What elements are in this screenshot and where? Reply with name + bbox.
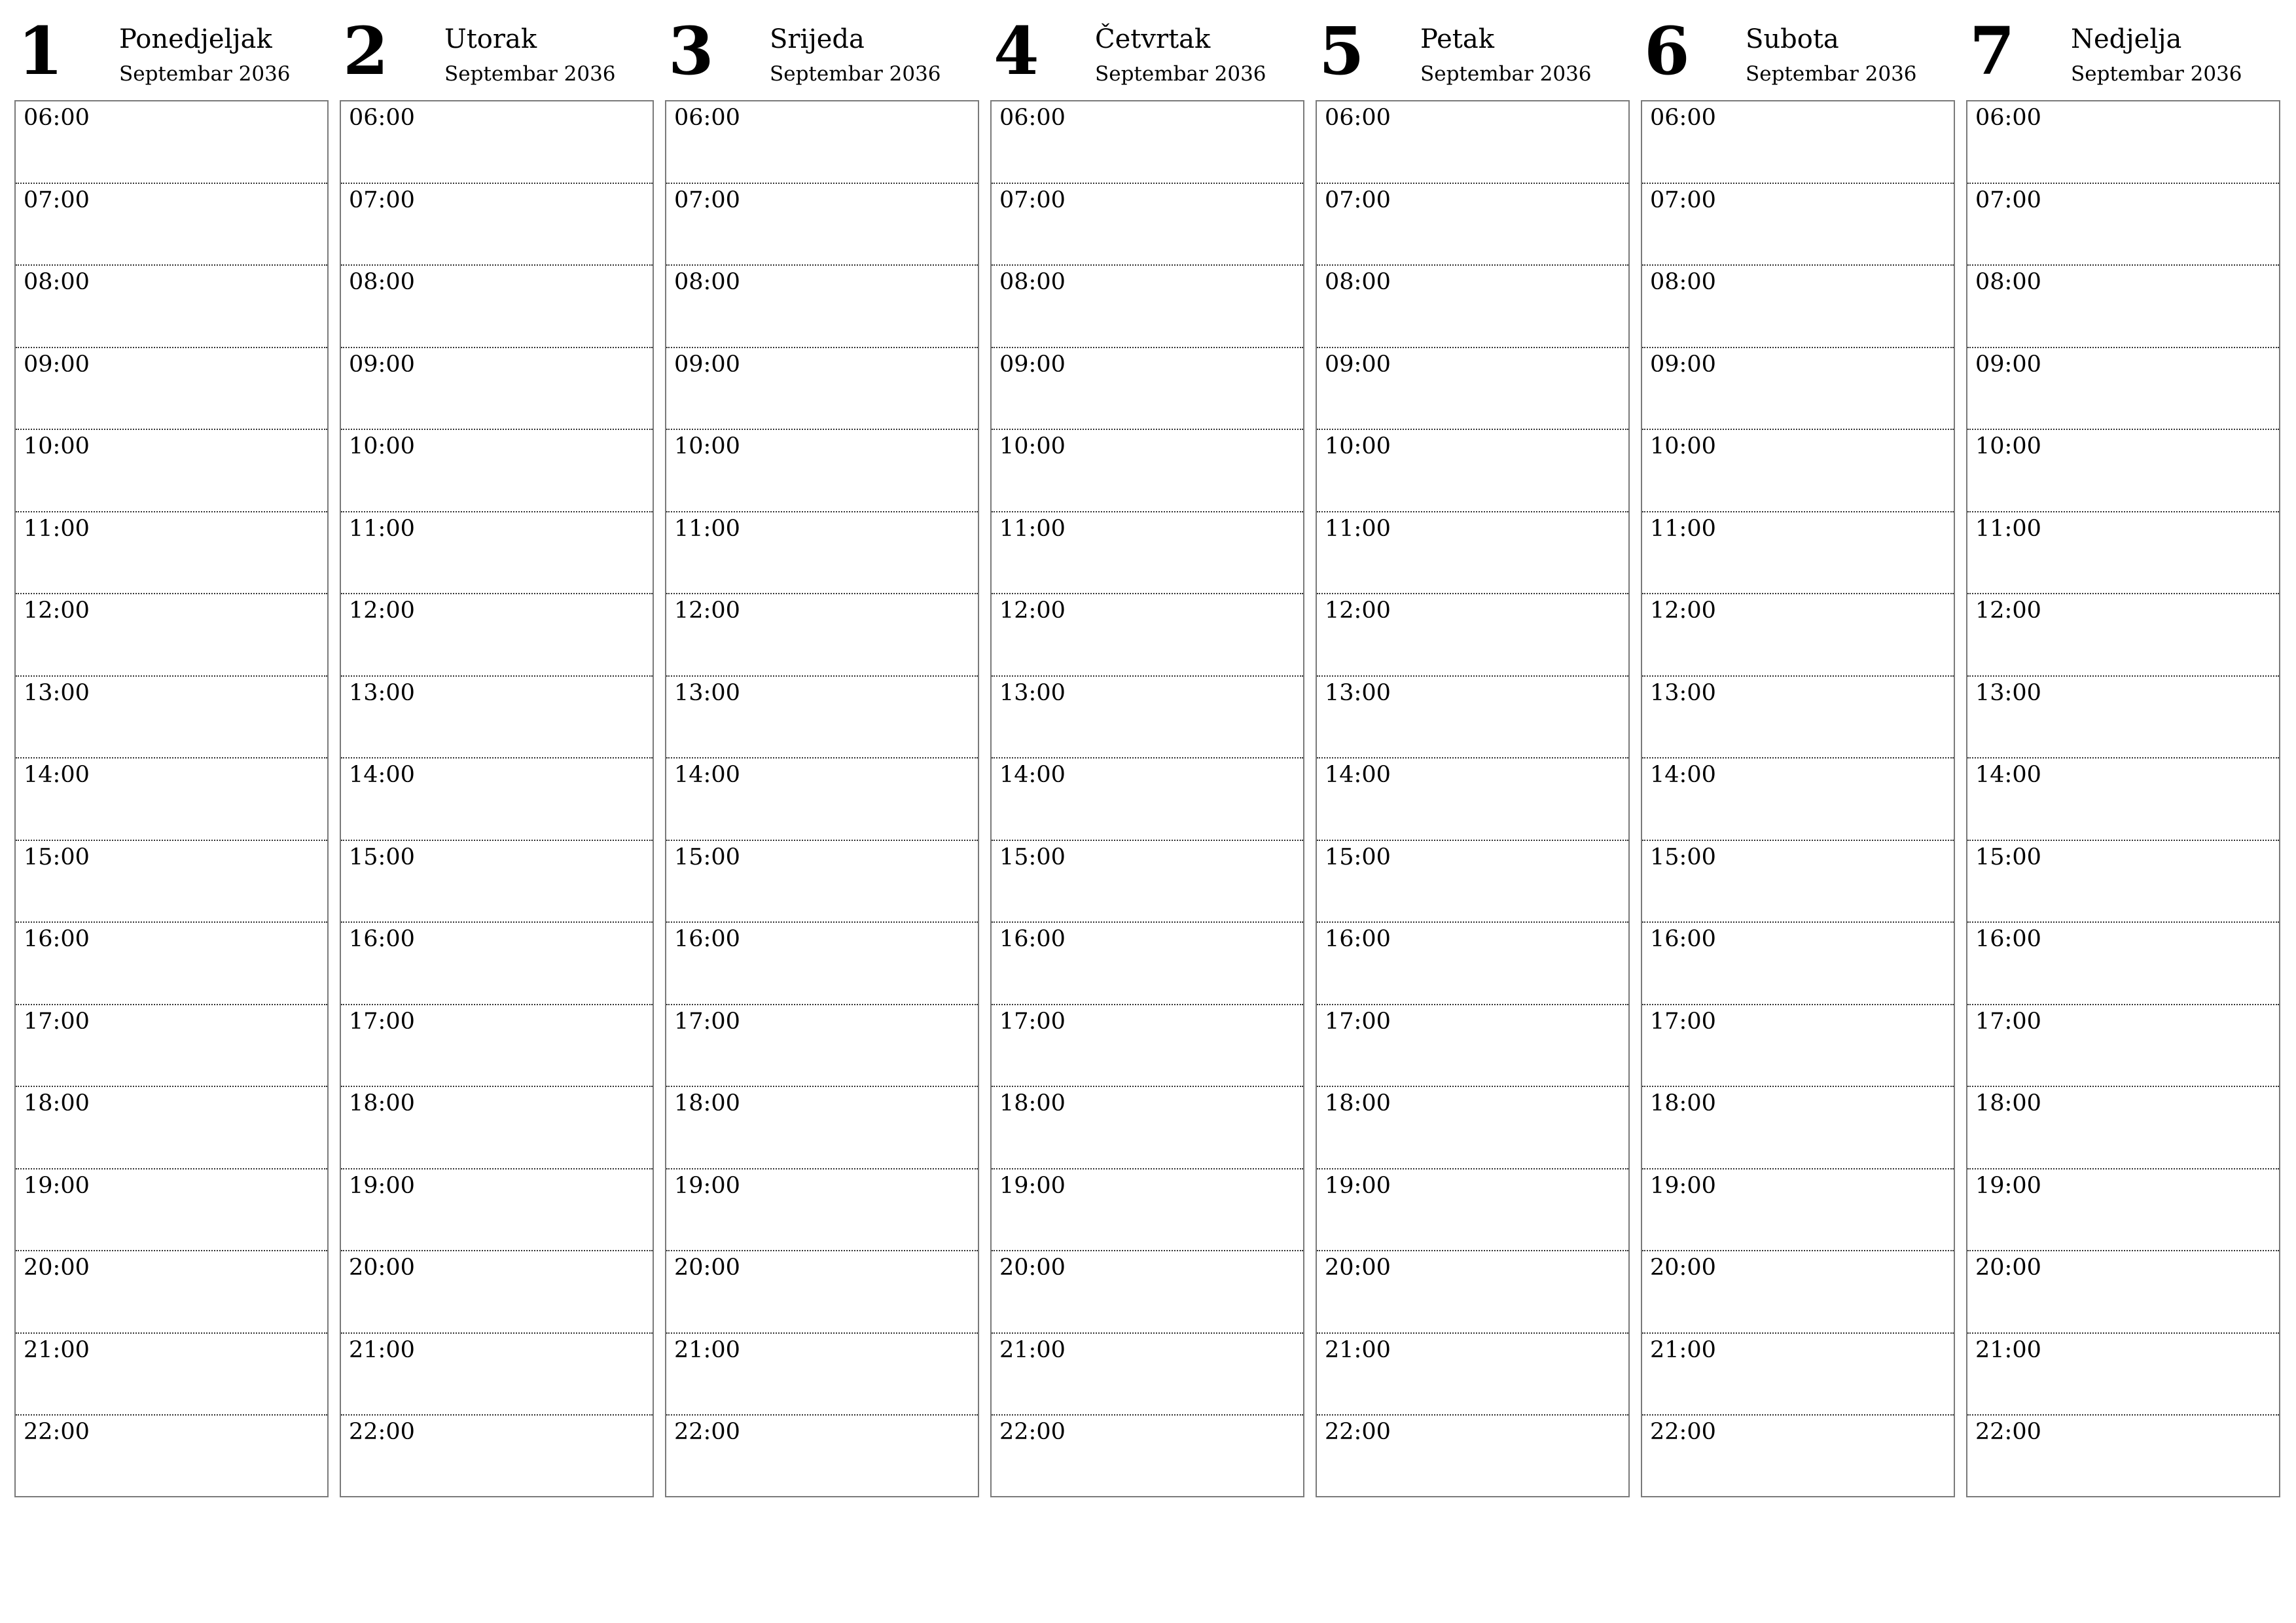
day-name: Srijeda (770, 24, 865, 54)
time-slot[interactable] (666, 1087, 978, 1169)
time-slot[interactable] (1317, 266, 1628, 348)
time-slot[interactable] (16, 1005, 327, 1088)
time-slot[interactable] (1967, 1087, 2279, 1169)
time-label: 08:00 (349, 269, 415, 295)
time-slot[interactable] (16, 1416, 327, 1498)
time-label: 13:00 (349, 679, 415, 706)
time-slot[interactable] (992, 1416, 1303, 1498)
time-label: 17:00 (999, 1008, 1066, 1035)
time-label: 09:00 (349, 351, 415, 378)
time-label: 08:00 (1975, 269, 2041, 295)
day-column (665, 0, 979, 1505)
time-slot[interactable] (1967, 594, 2279, 677)
time-label: 15:00 (674, 844, 740, 870)
time-label: 18:00 (24, 1090, 90, 1116)
time-slot[interactable] (992, 677, 1303, 759)
time-label: 06:00 (674, 105, 740, 131)
time-slot[interactable] (666, 1169, 978, 1252)
time-slot[interactable] (1317, 101, 1628, 184)
time-slot[interactable] (341, 677, 653, 759)
time-label: 14:00 (999, 762, 1066, 788)
time-label: 12:00 (349, 597, 415, 624)
day-number: 2 (343, 12, 389, 90)
time-label: 20:00 (1650, 1255, 1716, 1281)
time-label: 08:00 (1650, 269, 1716, 295)
time-label: 19:00 (999, 1172, 1066, 1199)
time-label: 14:00 (1325, 762, 1391, 788)
time-label: 21:00 (1975, 1336, 2041, 1363)
day-header (1316, 0, 1630, 98)
time-slot[interactable] (1317, 1087, 1628, 1169)
time-slot[interactable] (16, 1169, 327, 1252)
day-number: 1 (18, 12, 63, 90)
time-slot[interactable] (1967, 1334, 2279, 1416)
time-slot[interactable] (666, 1251, 978, 1334)
time-slot[interactable] (666, 1334, 978, 1416)
time-slot[interactable] (1967, 1251, 2279, 1334)
time-slot[interactable] (341, 1169, 653, 1252)
time-slot[interactable] (341, 101, 653, 184)
time-label: 19:00 (349, 1172, 415, 1199)
time-slot[interactable] (1317, 512, 1628, 595)
time-label: 21:00 (1325, 1336, 1391, 1363)
time-slot[interactable] (341, 1005, 653, 1088)
time-label: 17:00 (24, 1008, 90, 1035)
time-label: 20:00 (24, 1255, 90, 1281)
time-label: 07:00 (24, 187, 90, 213)
time-label: 17:00 (1325, 1008, 1391, 1035)
day-column (1641, 0, 1955, 1505)
time-slot[interactable] (1642, 184, 1954, 266)
day-number: 5 (1319, 12, 1365, 90)
time-slot[interactable] (1642, 1005, 1954, 1088)
day-month-year: Septembar 2036 (1095, 62, 1266, 86)
time-slot[interactable] (1317, 348, 1628, 431)
time-slot[interactable] (992, 101, 1303, 184)
time-label: 07:00 (349, 187, 415, 213)
time-slot[interactable] (1642, 266, 1954, 348)
time-label: 19:00 (674, 1172, 740, 1199)
day-column (340, 0, 654, 1505)
time-label: 15:00 (24, 844, 90, 870)
time-slot[interactable] (666, 1416, 978, 1498)
time-slot[interactable] (666, 1005, 978, 1088)
time-slot[interactable] (992, 1005, 1303, 1088)
time-slot[interactable] (1317, 1416, 1628, 1498)
time-label: 13:00 (674, 679, 740, 706)
time-slot[interactable] (992, 1251, 1303, 1334)
time-slot[interactable] (341, 1416, 653, 1498)
time-label: 17:00 (1975, 1008, 2041, 1035)
time-label: 17:00 (674, 1008, 740, 1035)
day-header (1966, 0, 2280, 98)
time-label: 15:00 (1650, 844, 1716, 870)
time-slot[interactable] (16, 1251, 327, 1334)
day-header (990, 0, 1304, 98)
time-slot[interactable] (1317, 1005, 1628, 1088)
time-slot[interactable] (1967, 101, 2279, 184)
day-name: Četvrtak (1095, 24, 1211, 54)
time-label: 18:00 (1325, 1090, 1391, 1116)
day-column (990, 0, 1304, 1505)
time-label: 16:00 (1325, 926, 1391, 952)
time-slot[interactable] (1642, 1334, 1954, 1416)
time-label: 10:00 (349, 433, 415, 459)
day-number: 4 (994, 12, 1039, 90)
time-label: 22:00 (349, 1419, 415, 1445)
time-slot[interactable] (1317, 1334, 1628, 1416)
time-slot[interactable] (666, 841, 978, 923)
time-slot[interactable] (341, 1087, 653, 1169)
time-slot[interactable] (1642, 512, 1954, 595)
time-label: 13:00 (1325, 679, 1391, 706)
time-slot[interactable] (1967, 758, 2279, 841)
time-label: 09:00 (999, 351, 1066, 378)
time-label: 19:00 (1650, 1172, 1716, 1199)
time-slot[interactable] (16, 512, 327, 595)
time-slot[interactable] (16, 677, 327, 759)
time-slot[interactable] (666, 923, 978, 1005)
time-slot[interactable] (1642, 923, 1954, 1005)
time-slot[interactable] (992, 430, 1303, 512)
time-label: 18:00 (1650, 1090, 1716, 1116)
time-slot[interactable] (1967, 512, 2279, 595)
time-label: 21:00 (999, 1336, 1066, 1363)
day-month-year: Septembar 2036 (2071, 62, 2242, 86)
time-slot[interactable] (341, 841, 653, 923)
day-month-year: Septembar 2036 (770, 62, 941, 86)
time-slot[interactable] (1967, 923, 2279, 1005)
day-header (340, 0, 654, 98)
time-label: 07:00 (1975, 187, 2041, 213)
day-column (1316, 0, 1630, 1505)
time-label: 11:00 (1650, 515, 1716, 542)
time-label: 12:00 (24, 597, 90, 624)
time-label: 09:00 (1975, 351, 2041, 378)
day-month-year: Septembar 2036 (1746, 62, 1917, 86)
day-name: Petak (1420, 24, 1494, 54)
time-label: 08:00 (24, 269, 90, 295)
time-slot[interactable] (992, 184, 1303, 266)
time-label: 16:00 (674, 926, 740, 952)
time-slot[interactable] (16, 1087, 327, 1169)
day-number: 3 (668, 12, 714, 90)
time-slot[interactable] (666, 101, 978, 184)
time-label: 16:00 (1650, 926, 1716, 952)
time-label: 13:00 (1650, 679, 1716, 706)
time-slot-grid (1641, 100, 1955, 1497)
time-label: 16:00 (1975, 926, 2041, 952)
time-label: 09:00 (674, 351, 740, 378)
time-label: 14:00 (674, 762, 740, 788)
time-slot[interactable] (666, 594, 978, 677)
time-label: 10:00 (674, 433, 740, 459)
time-label: 22:00 (1325, 1419, 1391, 1445)
time-slot[interactable] (16, 841, 327, 923)
time-label: 20:00 (1975, 1255, 2041, 1281)
time-slot[interactable] (1967, 184, 2279, 266)
time-slot[interactable] (1317, 758, 1628, 841)
time-slot[interactable] (1642, 1251, 1954, 1334)
time-slot[interactable] (16, 348, 327, 431)
time-label: 12:00 (999, 597, 1066, 624)
time-slot[interactable] (666, 430, 978, 512)
time-label: 09:00 (24, 351, 90, 378)
time-slot[interactable] (1967, 348, 2279, 431)
time-slot[interactable] (1642, 594, 1954, 677)
time-label: 22:00 (1975, 1419, 2041, 1445)
time-label: 21:00 (674, 1336, 740, 1363)
time-slot[interactable] (1317, 430, 1628, 512)
time-label: 07:00 (1325, 187, 1391, 213)
time-slot[interactable] (341, 348, 653, 431)
time-label: 21:00 (1650, 1336, 1716, 1363)
time-label: 11:00 (24, 515, 90, 542)
time-slot-grid (14, 100, 329, 1497)
time-label: 06:00 (1325, 105, 1391, 131)
time-slot-grid (990, 100, 1304, 1497)
time-label: 15:00 (1325, 844, 1391, 870)
time-label: 18:00 (1975, 1090, 2041, 1116)
time-slot[interactable] (16, 758, 327, 841)
day-month-year: Septembar 2036 (119, 62, 291, 86)
time-label: 16:00 (349, 926, 415, 952)
time-slot[interactable] (341, 184, 653, 266)
time-slot[interactable] (992, 594, 1303, 677)
time-label: 14:00 (1975, 762, 2041, 788)
time-label: 10:00 (1650, 433, 1716, 459)
time-slot[interactable] (341, 923, 653, 1005)
time-slot[interactable] (1642, 841, 1954, 923)
time-slot[interactable] (1967, 1005, 2279, 1088)
time-label: 11:00 (1325, 515, 1391, 542)
day-month-year: Septembar 2036 (444, 62, 616, 86)
day-number: 7 (1969, 12, 2015, 90)
day-name: Nedjelja (2071, 24, 2182, 54)
time-label: 07:00 (999, 187, 1066, 213)
time-slot[interactable] (666, 512, 978, 595)
time-slot[interactable] (16, 184, 327, 266)
time-slot[interactable] (992, 841, 1303, 923)
time-label: 19:00 (1325, 1172, 1391, 1199)
time-label: 08:00 (674, 269, 740, 295)
day-header (1641, 0, 1955, 98)
time-label: 06:00 (349, 105, 415, 131)
time-label: 12:00 (674, 597, 740, 624)
time-label: 06:00 (24, 105, 90, 131)
time-slot[interactable] (341, 758, 653, 841)
time-label: 11:00 (349, 515, 415, 542)
day-column (14, 0, 329, 1505)
time-slot[interactable] (666, 184, 978, 266)
time-slot[interactable] (666, 758, 978, 841)
time-slot[interactable] (1317, 923, 1628, 1005)
time-slot[interactable] (1642, 1087, 1954, 1169)
time-slot[interactable] (1967, 841, 2279, 923)
time-label: 11:00 (674, 515, 740, 542)
time-slot[interactable] (1642, 758, 1954, 841)
time-label: 21:00 (349, 1336, 415, 1363)
time-label: 06:00 (1650, 105, 1716, 131)
time-slot[interactable] (1642, 348, 1954, 431)
time-slot[interactable] (1317, 184, 1628, 266)
time-label: 10:00 (999, 433, 1066, 459)
time-slot[interactable] (16, 594, 327, 677)
time-label: 15:00 (349, 844, 415, 870)
time-label: 14:00 (1650, 762, 1716, 788)
time-slot[interactable] (1642, 430, 1954, 512)
time-label: 20:00 (349, 1255, 415, 1281)
time-label: 22:00 (1650, 1419, 1716, 1445)
time-label: 12:00 (1975, 597, 2041, 624)
time-slot[interactable] (341, 1334, 653, 1416)
time-slot[interactable] (16, 923, 327, 1005)
time-label: 14:00 (349, 762, 415, 788)
time-slot[interactable] (1967, 1416, 2279, 1498)
time-slot[interactable] (341, 266, 653, 348)
time-slot-grid (665, 100, 979, 1497)
time-label: 18:00 (349, 1090, 415, 1116)
time-slot[interactable] (341, 1251, 653, 1334)
time-label: 06:00 (999, 105, 1066, 131)
time-label: 20:00 (1325, 1255, 1391, 1281)
time-slot[interactable] (1967, 677, 2279, 759)
time-slot[interactable] (992, 512, 1303, 595)
time-label: 19:00 (24, 1172, 90, 1199)
time-label: 08:00 (1325, 269, 1391, 295)
time-slot[interactable] (16, 266, 327, 348)
time-slot[interactable] (341, 512, 653, 595)
time-slot[interactable] (666, 677, 978, 759)
time-slot[interactable] (1317, 1251, 1628, 1334)
time-slot[interactable] (1317, 1169, 1628, 1252)
time-label: 12:00 (1650, 597, 1716, 624)
time-label: 18:00 (674, 1090, 740, 1116)
time-label: 13:00 (24, 679, 90, 706)
time-slot[interactable] (1967, 1169, 2279, 1252)
time-slot[interactable] (1642, 1169, 1954, 1252)
time-slot-grid (340, 100, 654, 1497)
time-label: 19:00 (1975, 1172, 2041, 1199)
time-label: 21:00 (24, 1336, 90, 1363)
time-label: 10:00 (1325, 433, 1391, 459)
time-label: 20:00 (999, 1255, 1066, 1281)
time-slot[interactable] (1642, 101, 1954, 184)
day-header (665, 0, 979, 98)
time-slot-grid (1966, 100, 2280, 1497)
time-slot[interactable] (1967, 430, 2279, 512)
time-slot[interactable] (992, 1334, 1303, 1416)
time-slot[interactable] (1642, 677, 1954, 759)
time-label: 10:00 (24, 433, 90, 459)
time-label: 06:00 (1975, 105, 2041, 131)
time-label: 18:00 (999, 1090, 1066, 1116)
day-column (1966, 0, 2280, 1505)
time-label: 08:00 (999, 269, 1066, 295)
time-label: 22:00 (24, 1419, 90, 1445)
time-label: 17:00 (1650, 1008, 1716, 1035)
time-slot[interactable] (992, 1087, 1303, 1169)
time-label: 22:00 (674, 1419, 740, 1445)
time-slot[interactable] (992, 266, 1303, 348)
time-slot[interactable] (666, 348, 978, 431)
time-slot[interactable] (16, 101, 327, 184)
time-label: 15:00 (1975, 844, 2041, 870)
time-label: 17:00 (349, 1008, 415, 1035)
time-slot[interactable] (992, 758, 1303, 841)
time-slot[interactable] (341, 594, 653, 677)
time-slot[interactable] (992, 923, 1303, 1005)
time-label: 20:00 (674, 1255, 740, 1281)
time-label: 11:00 (1975, 515, 2041, 542)
time-label: 13:00 (999, 679, 1066, 706)
time-label: 16:00 (24, 926, 90, 952)
time-label: 09:00 (1325, 351, 1391, 378)
time-label: 13:00 (1975, 679, 2041, 706)
time-slot[interactable] (992, 348, 1303, 431)
time-slot[interactable] (1317, 594, 1628, 677)
time-label: 09:00 (1650, 351, 1716, 378)
time-label: 22:00 (999, 1419, 1066, 1445)
day-name: Utorak (444, 24, 537, 54)
time-label: 07:00 (674, 187, 740, 213)
time-label: 10:00 (1975, 433, 2041, 459)
time-slot-grid (1316, 100, 1630, 1497)
time-label: 16:00 (999, 926, 1066, 952)
day-month-year: Septembar 2036 (1420, 62, 1592, 86)
time-slot[interactable] (1967, 266, 2279, 348)
day-name: Ponedjeljak (119, 24, 272, 54)
time-slot[interactable] (341, 430, 653, 512)
time-label: 15:00 (999, 844, 1066, 870)
time-slot[interactable] (1317, 677, 1628, 759)
time-label: 12:00 (1325, 597, 1391, 624)
day-header (14, 0, 329, 98)
time-slot[interactable] (666, 266, 978, 348)
time-slot[interactable] (1642, 1416, 1954, 1498)
day-name: Subota (1746, 24, 1839, 54)
time-slot[interactable] (16, 1334, 327, 1416)
time-label: 07:00 (1650, 187, 1716, 213)
time-label: 14:00 (24, 762, 90, 788)
time-slot[interactable] (992, 1169, 1303, 1252)
time-label: 11:00 (999, 515, 1066, 542)
time-slot[interactable] (16, 430, 327, 512)
time-slot[interactable] (1317, 841, 1628, 923)
day-number: 6 (1644, 12, 1690, 90)
